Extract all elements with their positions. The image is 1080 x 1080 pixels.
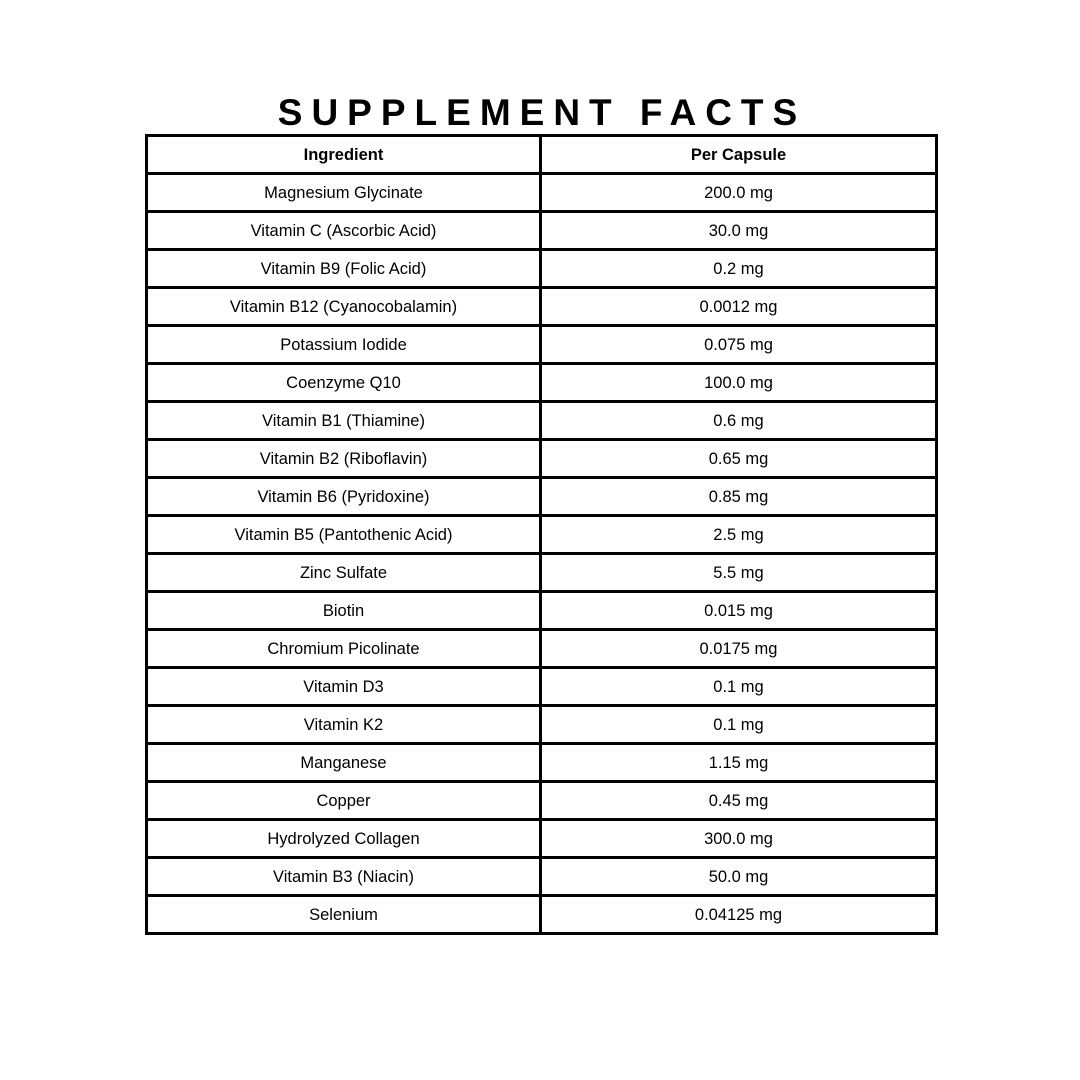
ingredient-cell: Selenium xyxy=(147,896,541,934)
column-header-ingredient: Ingredient xyxy=(147,136,541,174)
amount-cell: 0.075 mg xyxy=(541,326,937,364)
table-row xyxy=(147,212,937,250)
amount-cell: 100.0 mg xyxy=(541,364,937,402)
amount-cell: 0.85 mg xyxy=(541,478,937,516)
column-header-per-capsule: Per Capsule xyxy=(541,136,937,174)
table-row xyxy=(147,858,937,896)
amount-cell: 0.1 mg xyxy=(541,668,937,706)
amount-cell: 0.0012 mg xyxy=(541,288,937,326)
ingredient-cell: Vitamin D3 xyxy=(147,668,541,706)
table-row xyxy=(147,820,937,858)
ingredient-cell: Chromium Picolinate xyxy=(147,630,541,668)
table-row xyxy=(147,630,937,668)
amount-cell: 0.04125 mg xyxy=(541,896,937,934)
ingredient-cell: Potassium Iodide xyxy=(147,326,541,364)
table-row xyxy=(147,516,937,554)
table-row xyxy=(147,478,937,516)
table-row xyxy=(147,592,937,630)
ingredient-cell: Vitamin B12 (Cyanocobalamin) xyxy=(147,288,541,326)
ingredient-cell: Coenzyme Q10 xyxy=(147,364,541,402)
amount-cell: 0.2 mg xyxy=(541,250,937,288)
ingredient-cell: Vitamin B2 (Riboflavin) xyxy=(147,440,541,478)
table-row xyxy=(147,782,937,820)
ingredient-cell: Magnesium Glycinate xyxy=(147,174,541,212)
ingredient-cell: Biotin xyxy=(147,592,541,630)
ingredient-cell: Vitamin C (Ascorbic Acid) xyxy=(147,212,541,250)
ingredient-cell: Zinc Sulfate xyxy=(147,554,541,592)
supplement-facts-table xyxy=(145,134,938,935)
ingredient-cell: Hydrolyzed Collagen xyxy=(147,820,541,858)
amount-cell: 0.1 mg xyxy=(541,706,937,744)
ingredient-cell: Manganese xyxy=(147,744,541,782)
ingredient-cell: Vitamin B6 (Pyridoxine) xyxy=(147,478,541,516)
table-row xyxy=(147,440,937,478)
table-row xyxy=(147,896,937,934)
table-row xyxy=(147,288,937,326)
table-row xyxy=(147,706,937,744)
ingredient-cell: Copper xyxy=(147,782,541,820)
amount-cell: 300.0 mg xyxy=(541,820,937,858)
table-row xyxy=(147,744,937,782)
table-header-row xyxy=(147,136,937,174)
amount-cell: 5.5 mg xyxy=(541,554,937,592)
table-row xyxy=(147,364,937,402)
amount-cell: 50.0 mg xyxy=(541,858,937,896)
amount-cell: 2.5 mg xyxy=(541,516,937,554)
ingredient-cell: Vitamin B5 (Pantothenic Acid) xyxy=(147,516,541,554)
page-title: SUPPLEMENT FACTS xyxy=(277,91,807,133)
ingredient-cell: Vitamin K2 xyxy=(147,706,541,744)
amount-cell: 1.15 mg xyxy=(541,744,937,782)
amount-cell: 0.45 mg xyxy=(541,782,937,820)
ingredient-cell: Vitamin B9 (Folic Acid) xyxy=(147,250,541,288)
ingredient-cell: Vitamin B3 (Niacin) xyxy=(147,858,541,896)
amount-cell: 0.6 mg xyxy=(541,402,937,440)
ingredient-cell: Vitamin B1 (Thiamine) xyxy=(147,402,541,440)
amount-cell: 200.0 mg xyxy=(541,174,937,212)
table-row xyxy=(147,668,937,706)
amount-cell: 30.0 mg xyxy=(541,212,937,250)
table-row xyxy=(147,174,937,212)
table-row xyxy=(147,554,937,592)
amount-cell: 0.015 mg xyxy=(541,592,937,630)
amount-cell: 0.65 mg xyxy=(541,440,937,478)
table-row xyxy=(147,402,937,440)
amount-cell: 0.0175 mg xyxy=(541,630,937,668)
table-row xyxy=(147,250,937,288)
table-row xyxy=(147,326,937,364)
